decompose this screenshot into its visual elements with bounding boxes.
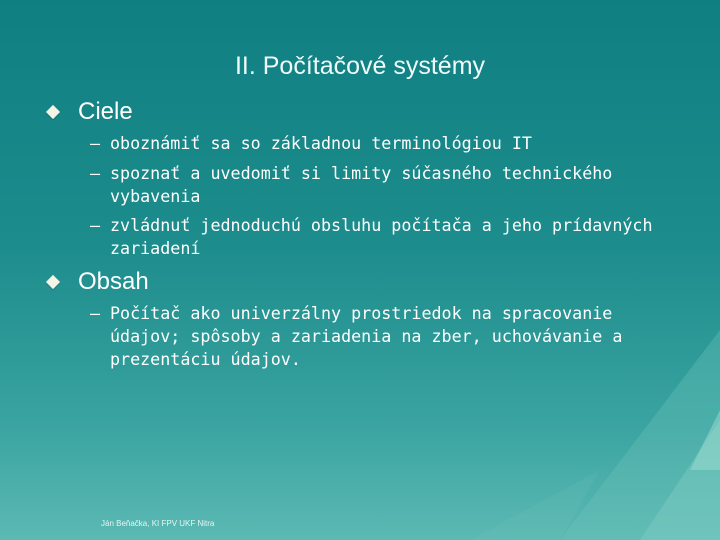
dash-marker: – bbox=[90, 215, 101, 235]
dash-marker: – bbox=[90, 133, 101, 153]
diamond-bullet-icon bbox=[46, 105, 60, 119]
sub-item bbox=[90, 214, 690, 260]
sub-item-text: zvládnuť jednoduchú obsluhu počítača a jeho prídavných zariadení bbox=[110, 215, 653, 258]
bullet-label: Obsah bbox=[78, 268, 149, 295]
sub-item bbox=[90, 132, 690, 155]
bullet-label: Ciele bbox=[78, 98, 133, 125]
sub-item-text: Počítač ako univerzálny prostriedok na spracovanie údajov; spôsoby a zariadenia na zber, uchovávanie a prezentáciu údajov. bbox=[110, 303, 623, 369]
sub-item bbox=[90, 302, 660, 371]
dash-marker: – bbox=[90, 163, 101, 183]
bullet-obsah bbox=[48, 268, 149, 296]
bullet-ciele bbox=[48, 98, 133, 126]
sub-item bbox=[90, 162, 670, 208]
slide-title: II. Počítačové systémy bbox=[234, 52, 486, 80]
diamond-bullet-icon bbox=[46, 275, 60, 289]
slide-footer: Ján Beňačka, KI FPV UKF Nitra bbox=[101, 519, 215, 528]
sub-item-text: spoznať a uvedomiť si limity súčasného technického vybavenia bbox=[110, 163, 613, 206]
sub-item-text: oboznámiť sa so základnou terminológiou IT bbox=[110, 133, 532, 153]
dash-marker: – bbox=[90, 303, 101, 323]
